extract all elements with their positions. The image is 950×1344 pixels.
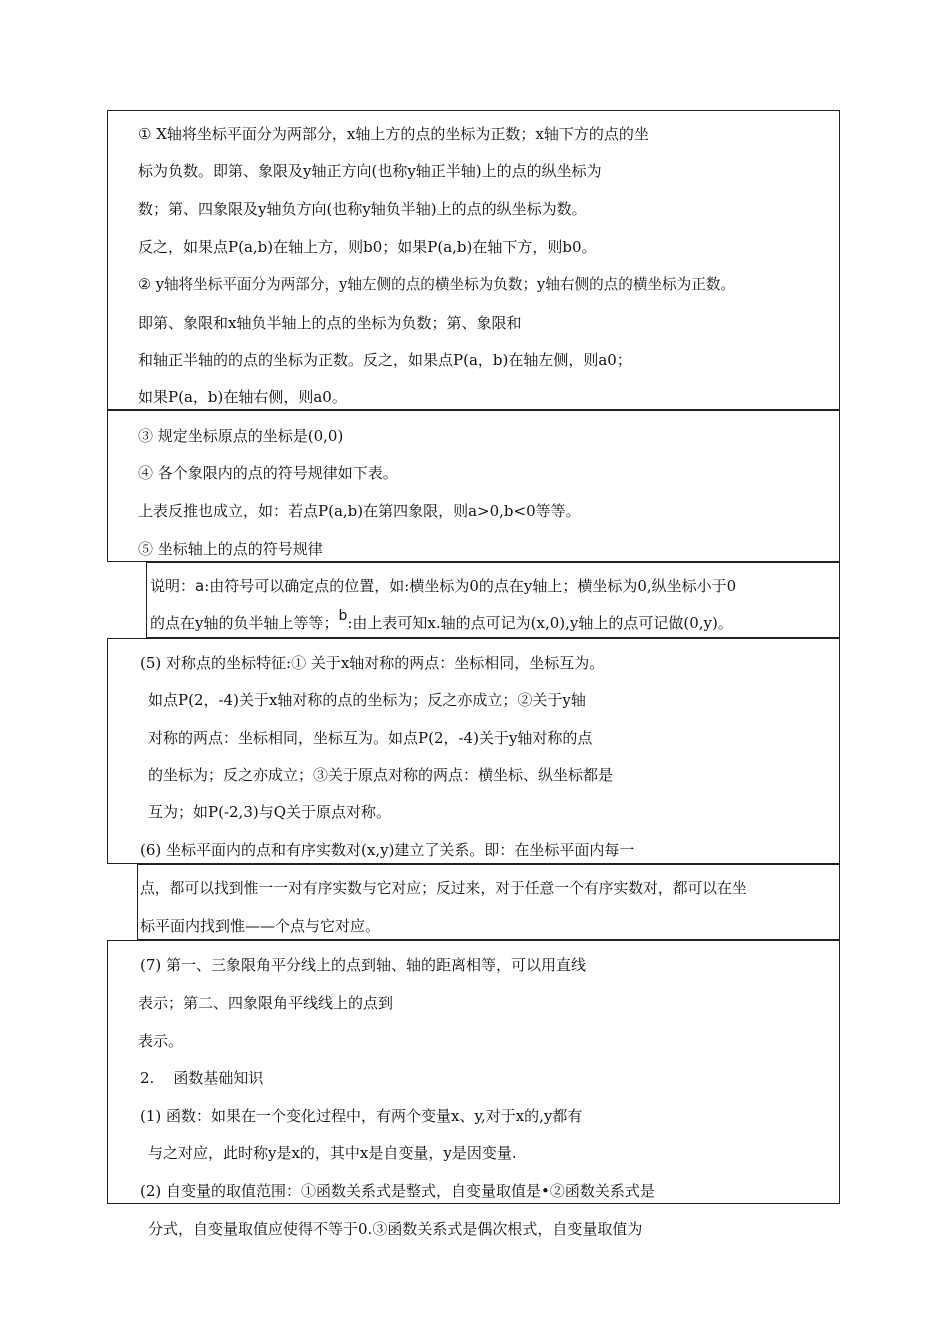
text-line: 如点P(2，-4)关于x轴对称的点的坐标为；反之亦成立；②关于y轴 <box>148 691 586 709</box>
note-prefix: 说明： <box>150 577 196 595</box>
text-line: ③ 规定坐标原点的坐标是(0,0) <box>138 427 344 445</box>
text-line: 如果P(a，b)在轴右侧，则a0。 <box>138 388 347 406</box>
text-line: (5) 对称点的坐标特征:① 关于x轴对称的两点：坐标相同，坐标互为。 <box>140 654 605 672</box>
text-line: 互为；如P(-2,3)与Q关于原点对称。 <box>148 803 392 821</box>
text-line: 对称的两点：坐标相同，坐标互为。如点P(2，-4)关于y轴对称的点 <box>148 729 593 747</box>
text-line: ② y轴将坐标平面分为两部分，y轴左侧的点的横坐标为负数；y轴右侧的点的横坐标为正数。 <box>138 276 736 293</box>
text-line: 和轴正半轴的的点的坐标为正数。反之，如果点P(a，b)在轴左侧，则a0； <box>138 351 632 369</box>
text-line: (2) 自变量的取值范围：①函数关系式是整式，自变量取值是•②函数关系式是 <box>140 1182 655 1200</box>
text-line: 标平面内找到惟——个点与它对应。 <box>140 917 381 935</box>
text-line: 分式，自变量取值应使得不等于0.③函数关系式是偶次根式，自变量取值为 <box>148 1220 643 1238</box>
text-line: ④ 各个象限内的点的符号规律如下表。 <box>138 464 398 482</box>
note-mark-b: b <box>338 608 348 624</box>
text-line: 与之对应，此时称y是x的，其中x是自变量，y是因变量. <box>148 1144 517 1162</box>
text-line: 表示；第二、四象限角平线线上的点到 <box>138 994 394 1012</box>
text-line: (1) 函数：如果在一个变化过程中，有两个变量x、y,对于x的,y都有 <box>140 1107 583 1125</box>
text-line: (6) 坐标平面内的点和有序实数对(x,y)建立了关系。即：在坐标平面内每一 <box>140 841 635 859</box>
text-line: 数；第、四象限及y轴负方向(也称y轴负半轴)上的点的纵坐标为数。 <box>138 200 587 218</box>
note-mark-a: a <box>195 577 205 595</box>
note-prefix: 的点在y轴的负半轴上等等； <box>150 614 339 632</box>
text-line: ① X轴将坐标平面分为两部分，x轴上方的点的坐标为正数；x轴下方的点的坐 <box>138 125 649 143</box>
note-text: :由符号可以确定点的位置，如:横坐标为0的点在y轴上；横坐标为0,纵坐标小于0 <box>204 577 737 595</box>
text-line: (7) 第一、三象限角平分线上的点到轴、轴的距离相等，可以用直线 <box>140 956 587 974</box>
note-text: :由上表可知x.轴的点可记为(x,0),y轴上的点可记做(0,y)。 <box>347 614 733 632</box>
note-line-1 <box>150 576 736 596</box>
text-line: 反之，如果点P(a,b)在轴上方，则b0；如果P(a,b)在轴下方，则b0。 <box>138 238 597 256</box>
section-heading: 2. 函数基础知识 <box>140 1069 264 1087</box>
note-line-2 <box>150 608 733 634</box>
text-line: 点，都可以找到惟一一对有序实数与它对应；反过来，对于任意一个有序实数对，都可以在坐 <box>140 880 747 897</box>
text-line: 表示。 <box>138 1032 184 1050</box>
text-line: 标为负数。即第、象限及y轴正方向(也称y轴正半轴)上的点的纵坐标为 <box>138 162 602 180</box>
text-line: 的坐标为；反之亦成立；③关于原点对称的两点：横坐标、纵坐标都是 <box>148 766 614 784</box>
text-line: ⑤ 坐标轴上的点的符号规律 <box>138 540 323 558</box>
text-line: 上表反推也成立，如：若点P(a,b)在第四象限，则a>0,b<0等等。 <box>138 502 581 520</box>
text-line: 即第、象限和x轴负半轴上的点的坐标为负数；第、象限和 <box>138 314 522 332</box>
